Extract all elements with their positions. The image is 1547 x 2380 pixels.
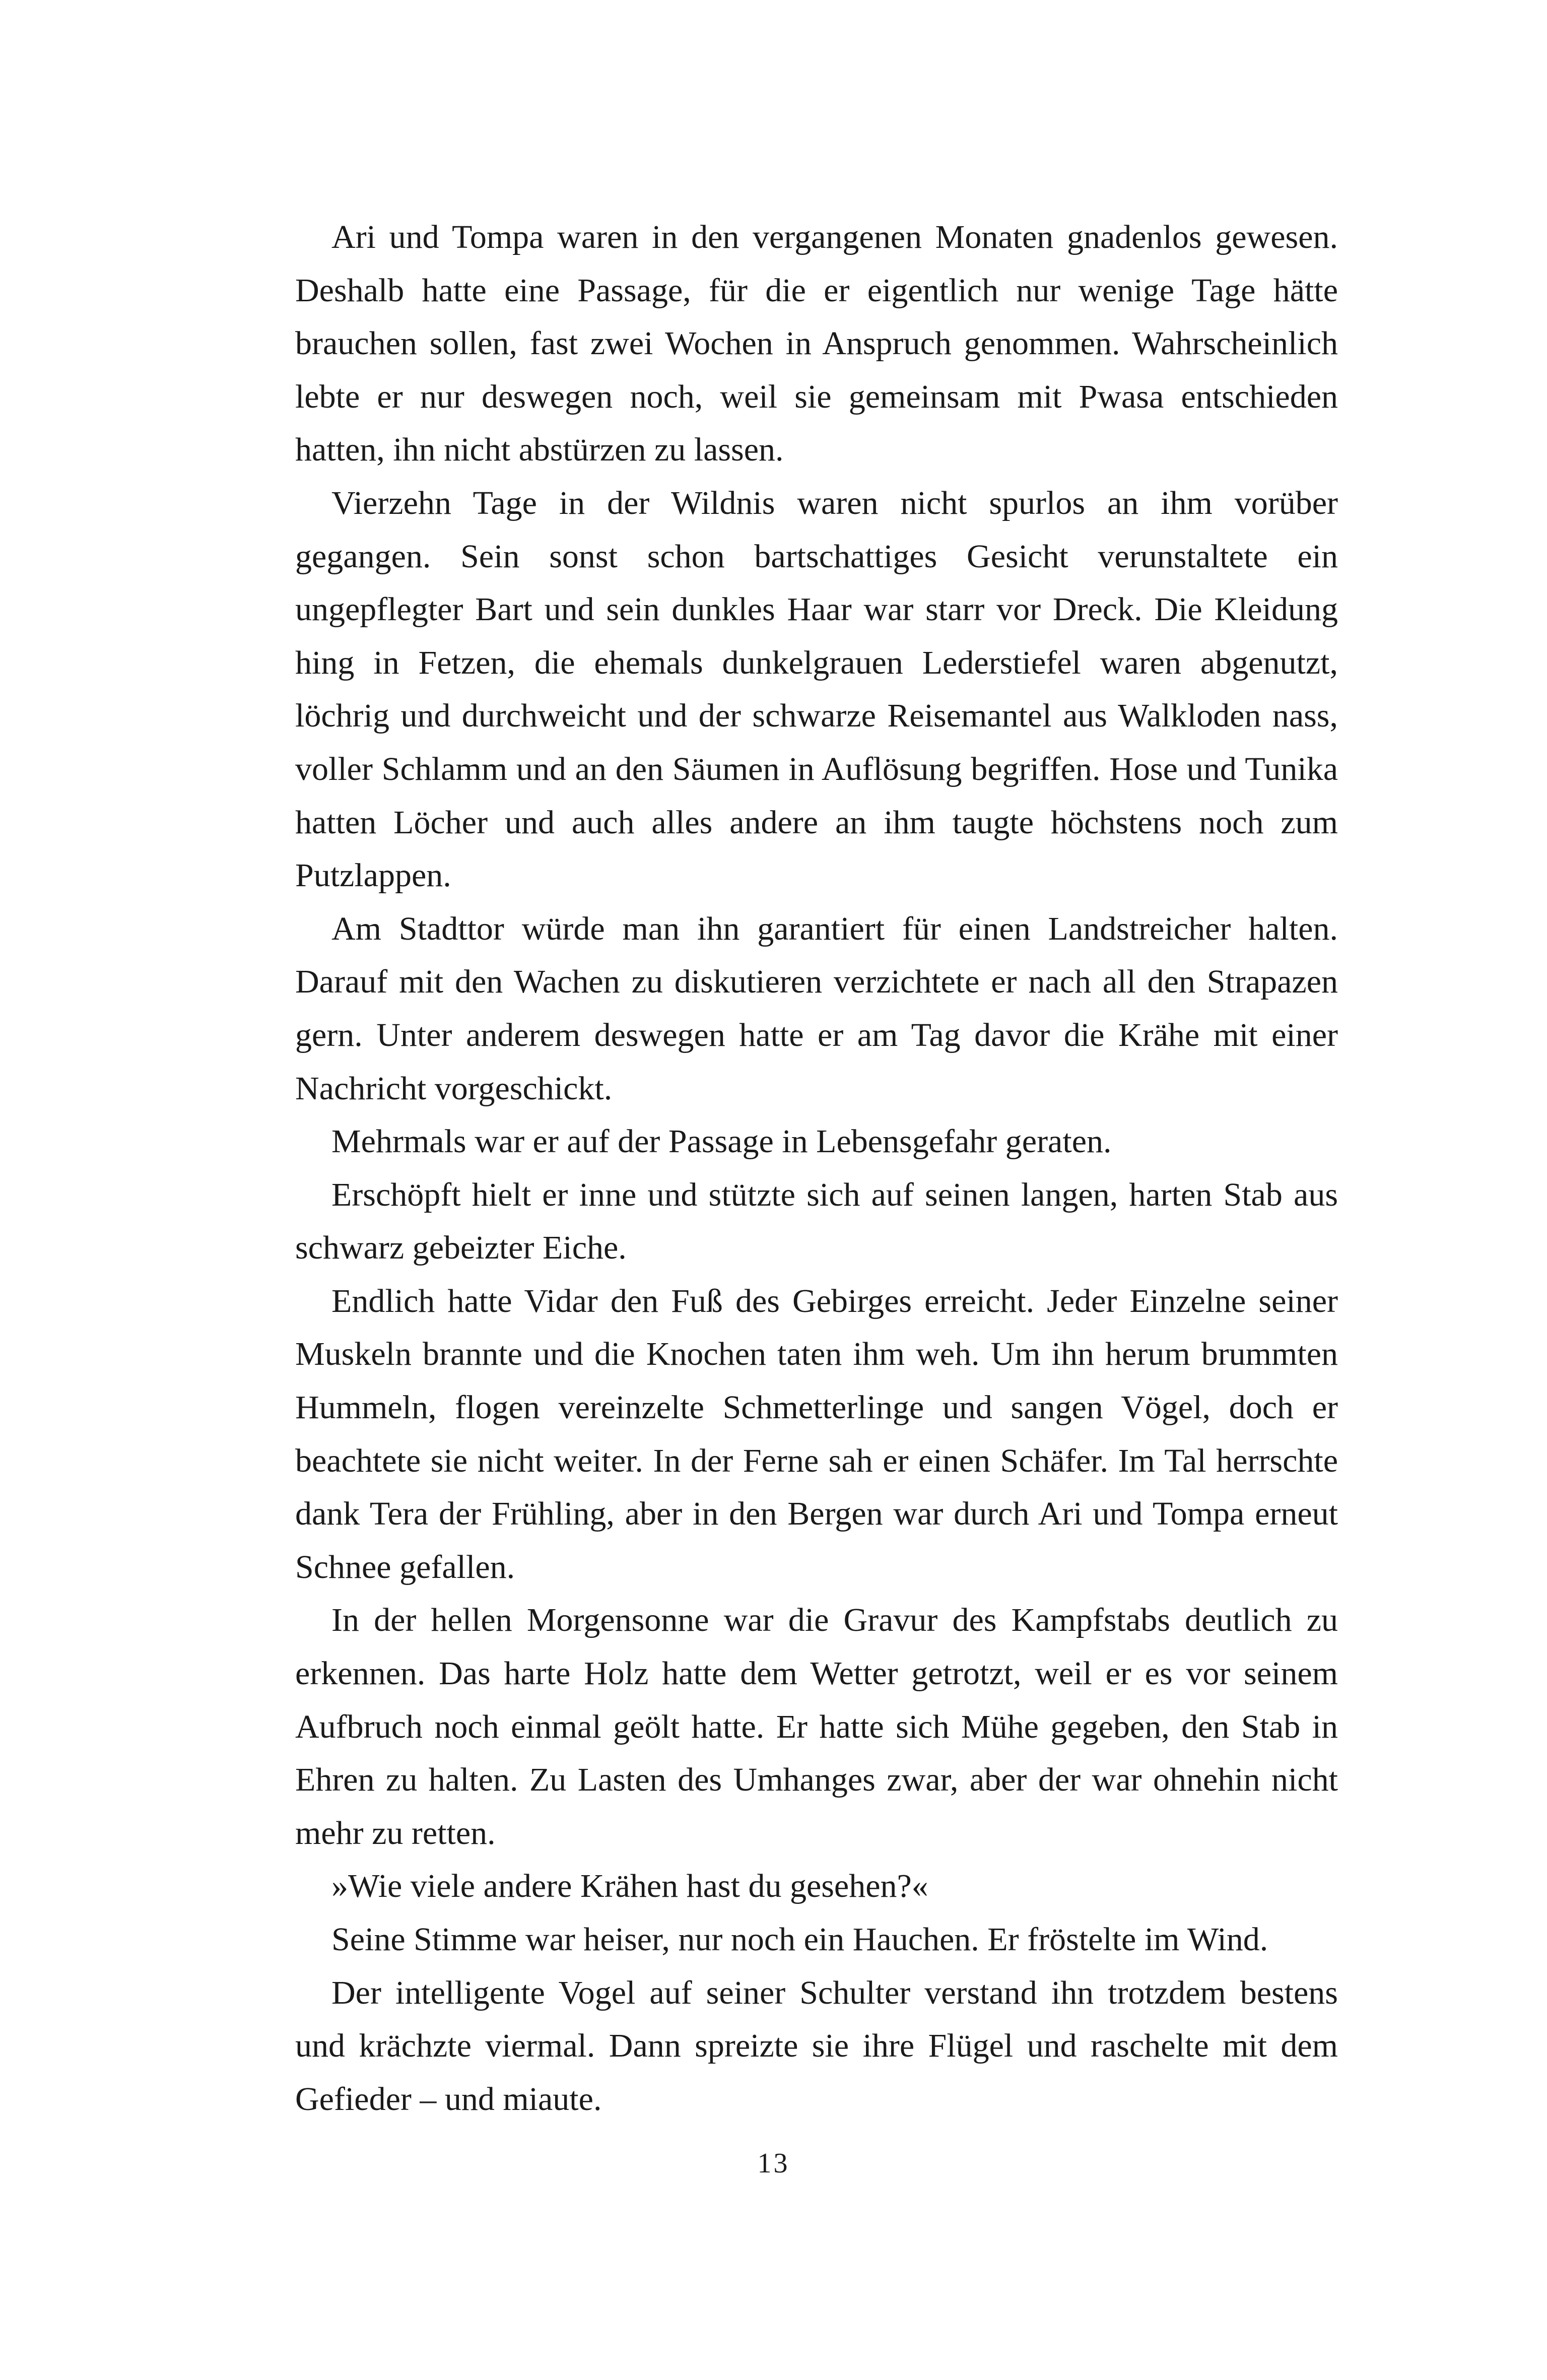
- paragraph: Am Stadttor würde man ihn garantiert für einen Landstreicher halten. Darauf mit den Wachen zu diskutieren verzichtete er nach all den Strapazen gern. Unter anderem deswegen hatte er am Tag davor die Krähe mit einer Nachricht vorgeschickt.: [295, 910, 1338, 1107]
- paragraph: Der intelligente Vogel auf seiner Schulter verstand ihn trotzdem bestens und krächzte viermal. Dann spreizte sie ihre Flügel und raschelte mit dem Gefieder – und miaute.: [295, 1974, 1338, 2118]
- paragraph: Endlich hatte Vidar den Fuß des Gebirges erreicht. Jeder Einzelne seiner Muskeln brannte und die Knochen taten ihm weh. Um ihn herum brummten Hummeln, flogen vereinzelte Schmetterlinge und sangen Vögel, doch er beachtete sie nicht weiter. In der Ferne sah er einen Schäfer. Im Tal herrschte dank Tera der Frühling, aber in den Bergen war durch Ari und Tompa erneut Schnee gefallen.: [295, 1282, 1338, 1585]
- page-number: 13: [757, 2148, 790, 2179]
- paragraph: Ari und Tompa waren in den vergangenen Monaten gnadenlos gewesen. Deshalb hatte eine Passage, für die er eigentlich nur wenige Tage hätte brauchen sollen, fast zwei Wochen in Anspruch genommen. Wahrscheinlich lebte er nur deswegen noch, weil sie gemeinsam mit Pwasa entschieden hatten, ihn nicht abstürzen zu lassen.: [295, 219, 1338, 469]
- paragraph: In der hellen Morgensonne war die Gravur des Kampfstabs deutlich zu erkennen. Das harte Holz hatte dem Wetter getrotzt, weil er es vor seinem Aufbruch noch einmal geölt hatte. Er hatte sich Mühe gegeben, den Stab in Ehren zu halten. Zu Lasten des Umhanges zwar, aber der war ohnehin nicht mehr zu retten.: [295, 1602, 1338, 1852]
- paragraph: Erschöpft hielt er inne und stützte sich auf seinen langen, harten Stab aus schwarz gebeizter Eiche.: [295, 1176, 1338, 1267]
- paragraph: Mehrmals war er auf der Passage in Lebensgefahr geraten.: [331, 1123, 1112, 1160]
- paragraph: Seine Stimme war heiser, nur noch ein Hauchen. Er fröstelte im Wind.: [331, 1921, 1268, 1958]
- paragraph: Vierzehn Tage in der Wildnis waren nicht spurlos an ihm vorüber gegangen. Sein sonst schon bartschattiges Gesicht verunstaltete ein ungepflegter Bart und sein dunkles Haar war starr vor Dreck. Die Kleidung hing in Fetzen, die ehemals dunkelgrauen Lederstiefel waren abgenutzt, löchrig und durchweicht und der schwarze Reisemantel aus Walkloden nass, voller Schlamm und an den Säumen in Auflösung begriffen. Hose und Tunika hatten Löcher und auch alles andere an ihm taugte höchstens noch zum Putzlappen.: [295, 484, 1338, 894]
- body-text: [295, 211, 1338, 2126]
- paragraph: »Wie viele andere Krähen hast du gesehen?«: [331, 1868, 928, 1905]
